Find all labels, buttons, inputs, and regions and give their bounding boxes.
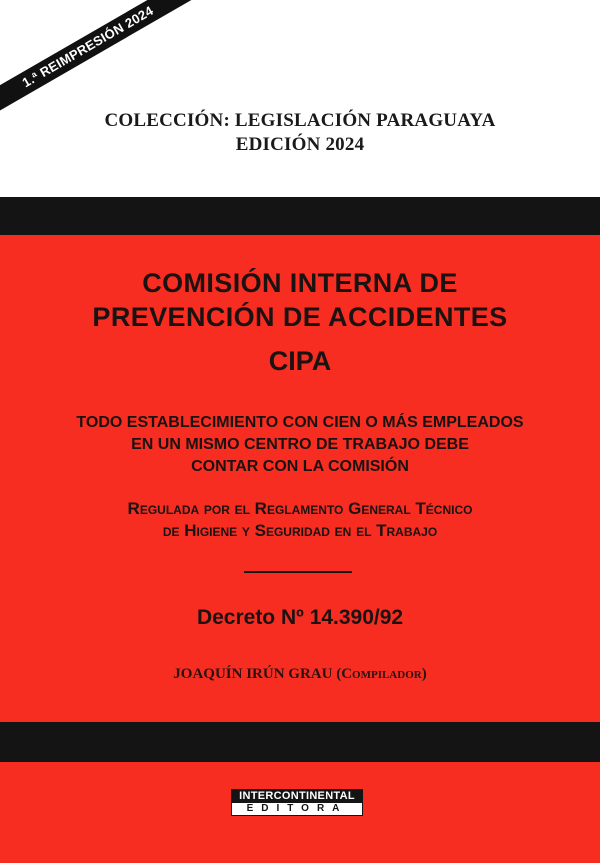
divider-rule <box>244 571 352 573</box>
author-name: JOAQUÍN IRÚN GRAU <box>173 666 333 682</box>
reprint-ribbon: 1.ª REIMPRESIÓN 2024 <box>0 0 223 132</box>
edition-label: EDICIÓN 2024 <box>235 134 365 155</box>
publisher-name-bottom: EDITORA <box>231 803 363 816</box>
author-line <box>0 666 600 683</box>
requirement-line-3: CONTAR CON LA COMISIÓN <box>191 458 409 475</box>
regulation-line-1: Regulada por el Reglamento General Técnico <box>127 499 473 518</box>
title-line-1: COMISIÓN INTERNA DE <box>142 268 458 298</box>
collection-label: COLECCIÓN: LEGISLACIÓN PARAGUAYA <box>104 110 496 131</box>
author-role: (Compilador) <box>336 666 427 682</box>
bottom-black-band <box>0 722 600 762</box>
regulation-line-2: de Higiene y Seguridad en el Trabajo <box>162 521 438 540</box>
requirement-line-2: EN UN MISMO CENTRO DE TRABAJO DEBE <box>131 436 469 453</box>
decree-number: Decreto Nº 14.390/92 <box>196 606 404 629</box>
requirement-line-1: TODO ESTABLECIMIENTO CON CIEN O MÁS EMPLEADOS <box>76 414 524 431</box>
title-acronym: CIPA <box>268 346 332 376</box>
publisher-logo <box>231 789 363 816</box>
top-black-band <box>0 197 600 235</box>
title-line-2: PREVENCIÓN DE ACCIDENTES <box>92 302 508 332</box>
publisher-name-top: INTERCONTINENTAL <box>231 789 363 803</box>
